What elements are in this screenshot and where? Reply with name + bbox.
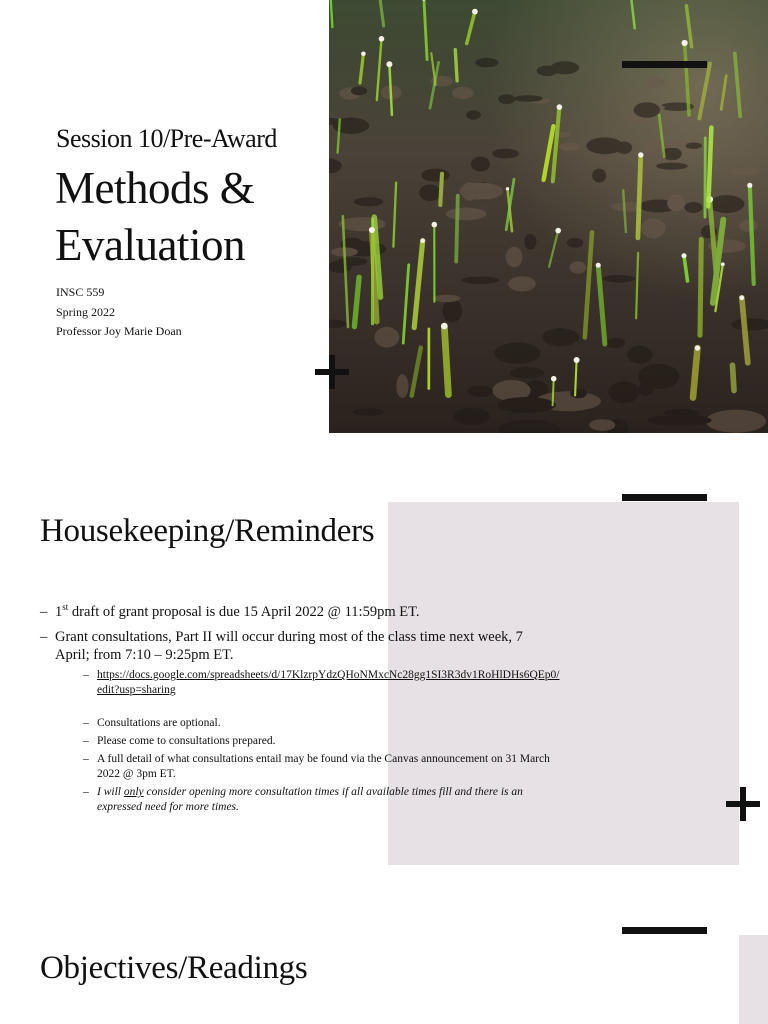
course-meta [56, 283, 182, 342]
bullet-dash: – [40, 604, 48, 620]
sub-bullet: – Consultations are optional. [83, 717, 221, 729]
slide-heading: Housekeeping/Reminders [40, 513, 375, 549]
sub-bullet: – Please come to consultations prepared. [83, 735, 276, 747]
background-panel [739, 935, 768, 1024]
bullet-list [40, 603, 560, 822]
bullet-consultations: – Grant consultations, Part II will occur during most of the class time next week, 7 April; from 7:10 – 9:25pm ET. – https://docs.google.com/spreadsheets/d/17KlzrpYdzQHoNMxcNc28gg1SI3R3dv1RoHlDHs6QEp0/edit?usp=sharing – Consultations are optional. – Please come to consultations prepared. – A full detail of what consultations entail may be found via the Canvas announcement on 31 March 2022 @ 3pm ET. – I will only consider opening more consultation times if all available times fill and there is an expressed need for more times. [40, 629, 560, 813]
sub-bullet: – A full detail of what consultations entail may be found via the Canvas announcement on 31 March 2022 @ 3pm ET. [83, 753, 550, 780]
title-slide [0, 0, 768, 433]
plus-icon [315, 355, 349, 389]
spreadsheet-link[interactable]: https://docs.google.com/spreadsheets/d/17KlzrpYdzQHoNMxcNc28gg1SI3R3dv1RoHlDHs6QEp0/edit?usp=sharing [97, 669, 560, 696]
slide-heading: Objectives/Readings [40, 950, 308, 986]
title-line-2: Evaluation [55, 220, 245, 270]
decorative-bar [622, 927, 707, 934]
sub-bullet-italic: – I will only consider opening more consultation times if all available times fill and there is an expressed need for more times. [83, 786, 523, 813]
bullet-dash: – [40, 629, 48, 645]
slide-title [55, 160, 254, 274]
decorative-bar [622, 61, 707, 68]
sub-bullet-list [83, 668, 560, 815]
session-label: Session 10/Pre-Award [56, 124, 277, 153]
housekeeping-slide [0, 433, 768, 900]
term: Spring 2022 [56, 304, 116, 319]
decorative-bar [622, 494, 707, 501]
title-line-1: Methods & [55, 163, 255, 213]
plus-icon [726, 787, 760, 821]
instructor: Professor Joy Marie Doan [56, 324, 182, 338]
course-code: INSC 559 [56, 285, 105, 299]
bullet-draft-due: – 1st draft of grant proposal is due 15 April 2022 @ 11:59pm ET. [40, 602, 420, 620]
objectives-slide [0, 900, 768, 1024]
spreadsheet-link-item[interactable]: – https://docs.google.com/spreadsheets/d/17KlzrpYdzQHoNMxcNc28gg1SI3R3dv1RoHlDHs6QEp0/edit?usp=sharing [83, 669, 560, 696]
